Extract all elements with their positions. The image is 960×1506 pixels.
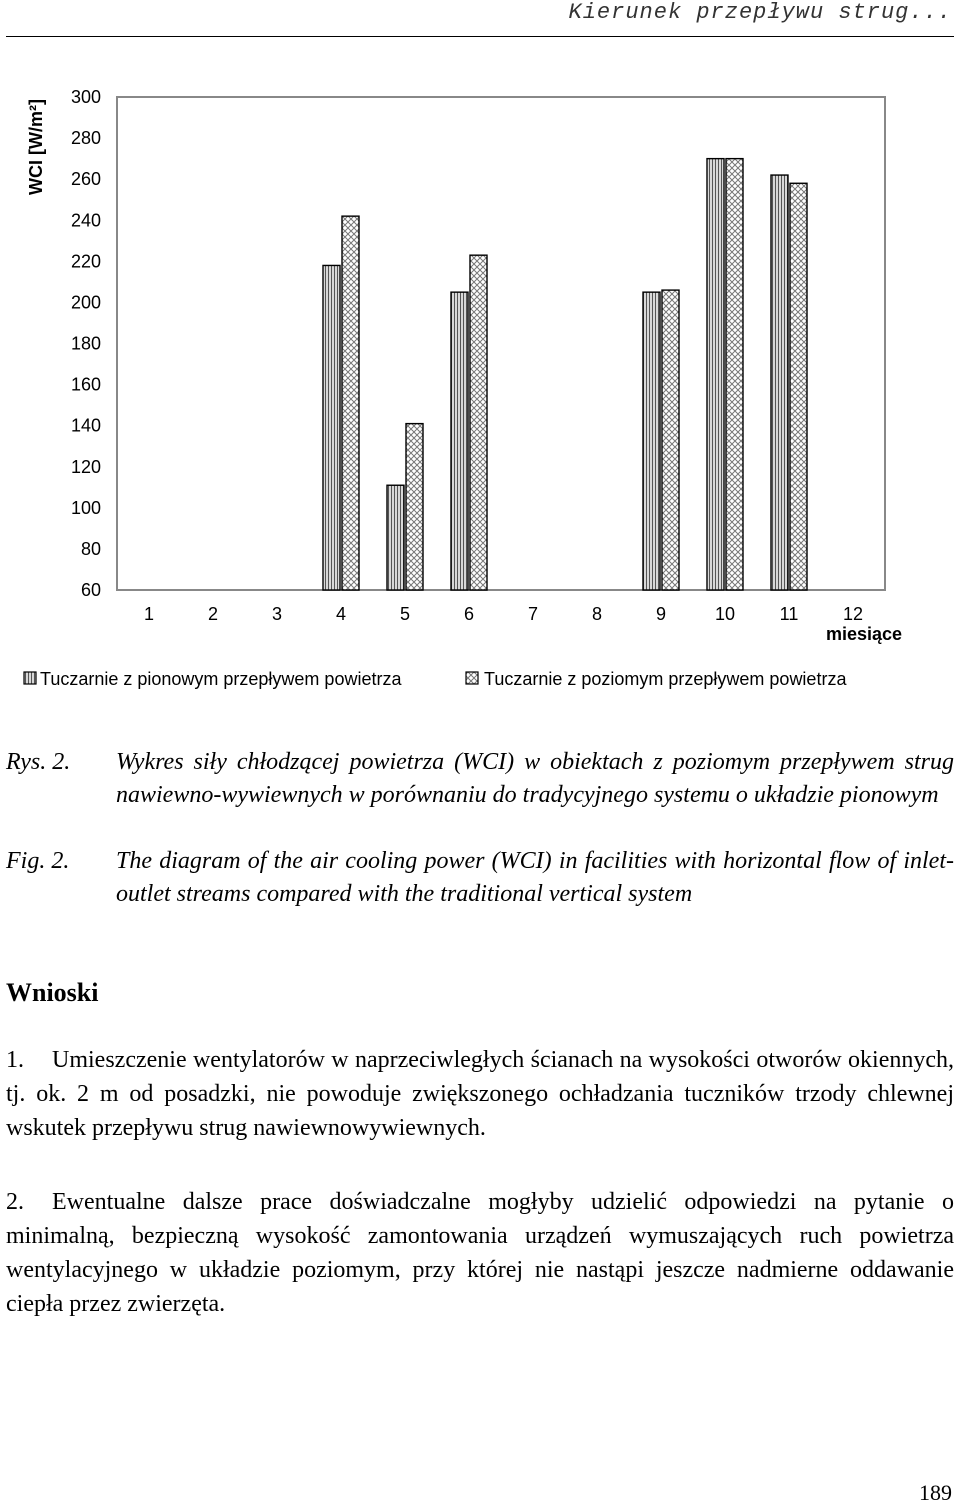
y-tick-label: 180 bbox=[70, 333, 101, 354]
header-divider bbox=[6, 36, 954, 37]
bar-vertical-flow bbox=[387, 485, 404, 590]
caption-label-pl: Rys. 2. bbox=[6, 749, 71, 775]
y-tick-label: 200 bbox=[70, 292, 101, 313]
y-tick-label: 120 bbox=[70, 456, 101, 477]
x-tick-label: 10 bbox=[714, 604, 736, 624]
x-tick-label: 11 bbox=[779, 604, 799, 624]
bar-vertical-flow bbox=[643, 292, 660, 590]
bar-vertical-flow bbox=[707, 159, 724, 590]
x-axis-label: miesiące bbox=[825, 624, 902, 644]
caption-text-pl: Wykres siły chłodzącej powietrza (WCI) w obiektach z poziomym przepływem strug nawiewno-wywiewnych w porównaniu do tradycyjnego systemu o układzie pionowym bbox=[116, 749, 954, 808]
bar-horizontal-flow bbox=[406, 424, 423, 590]
bar-horizontal-flow bbox=[790, 183, 807, 590]
legend-swatch-vertical-flow bbox=[24, 672, 36, 684]
conclusion-text: Umieszczenie wentylatorów w naprzeciwległych ścianach na wysokości otworów okiennych, tj. ok. 2 m od posadzki, nie powoduje zwiększonego ochładzania tuczników trzody chlewnej wskutek przepływu strug nawiewnowywiewnych. bbox=[6, 1047, 954, 1141]
x-tick-label: 1 bbox=[143, 604, 155, 624]
y-tick-label: 280 bbox=[70, 128, 101, 149]
conclusion-item bbox=[6, 1043, 954, 1145]
section-title: Wnioski bbox=[6, 978, 99, 1007]
conclusion-item bbox=[6, 1185, 954, 1321]
caption-label-en: Fig. 2. bbox=[6, 848, 70, 874]
y-tick-labels bbox=[71, 87, 101, 600]
y-tick-label: 240 bbox=[70, 210, 101, 231]
x-tick-label: 9 bbox=[655, 604, 667, 624]
bar-horizontal-flow bbox=[470, 255, 487, 590]
conclusion-number: 1. bbox=[6, 1047, 24, 1073]
running-title: Kierunek przepływu strug... bbox=[568, 0, 952, 25]
legend-label-horizontal-flow: Tuczarnie z poziomym przepływem powietrza bbox=[484, 669, 847, 689]
y-axis-label: WCI [W/m²] bbox=[26, 99, 46, 195]
x-tick-label: 5 bbox=[399, 604, 411, 624]
x-tick-label: 2 bbox=[207, 604, 219, 624]
y-tick-label: 100 bbox=[70, 497, 101, 518]
y-tick-label: 260 bbox=[70, 169, 101, 190]
legend-swatch-horizontal-flow bbox=[466, 672, 478, 684]
conclusion-number: 2. bbox=[6, 1189, 24, 1215]
legend-label-vertical-flow: Tuczarnie z pionowym przepływem powietrza bbox=[40, 669, 402, 689]
x-tick-label: 4 bbox=[335, 604, 347, 624]
y-axis-label-group bbox=[26, 99, 46, 195]
caption-text-en: The diagram of the air cooling power (WCI) in facilities with horizontal flow of inlet-outlet streams compared with the traditional vertical system bbox=[116, 848, 954, 907]
y-tick-label: 160 bbox=[70, 374, 101, 395]
page-number: 189 bbox=[919, 1480, 952, 1505]
x-tick-label: 6 bbox=[463, 604, 475, 624]
conclusion-text: Ewentualne dalsze prace doświadczalne mogłyby udzielić odpowiedzi na pytanie o minimalną, bezpieczną wysokość zamontowania urządzeń wymuszających ruch powietrza wentylacyjnego w układzie poziomym, przy której nie nastąpi jeszcze nadmierne oddawanie ciepła przez zwierzęta. bbox=[6, 1189, 954, 1317]
plot-area bbox=[117, 97, 885, 590]
y-tick-label: 60 bbox=[80, 580, 101, 600]
bar-series bbox=[323, 159, 807, 590]
wci-bar-chart bbox=[0, 60, 960, 720]
x-tick-label: 7 bbox=[527, 604, 539, 624]
x-tick-label: 8 bbox=[591, 604, 603, 624]
bar-horizontal-flow bbox=[342, 216, 359, 590]
figure-caption-en bbox=[6, 845, 954, 911]
bar-vertical-flow bbox=[451, 292, 468, 590]
figure-caption-pl bbox=[6, 746, 954, 812]
bar-horizontal-flow bbox=[726, 159, 743, 590]
bar-horizontal-flow bbox=[662, 290, 679, 590]
x-tick-labels bbox=[144, 604, 863, 624]
x-tick-label: 3 bbox=[271, 604, 283, 624]
y-tick-label: 300 bbox=[70, 87, 101, 107]
y-tick-label: 80 bbox=[80, 538, 101, 559]
y-tick-label: 220 bbox=[70, 251, 101, 272]
x-tick-label: 12 bbox=[842, 604, 864, 624]
bar-vertical-flow bbox=[323, 265, 340, 590]
bar-vertical-flow bbox=[771, 175, 788, 590]
chart-legend bbox=[24, 669, 847, 689]
y-tick-label: 140 bbox=[70, 415, 101, 436]
